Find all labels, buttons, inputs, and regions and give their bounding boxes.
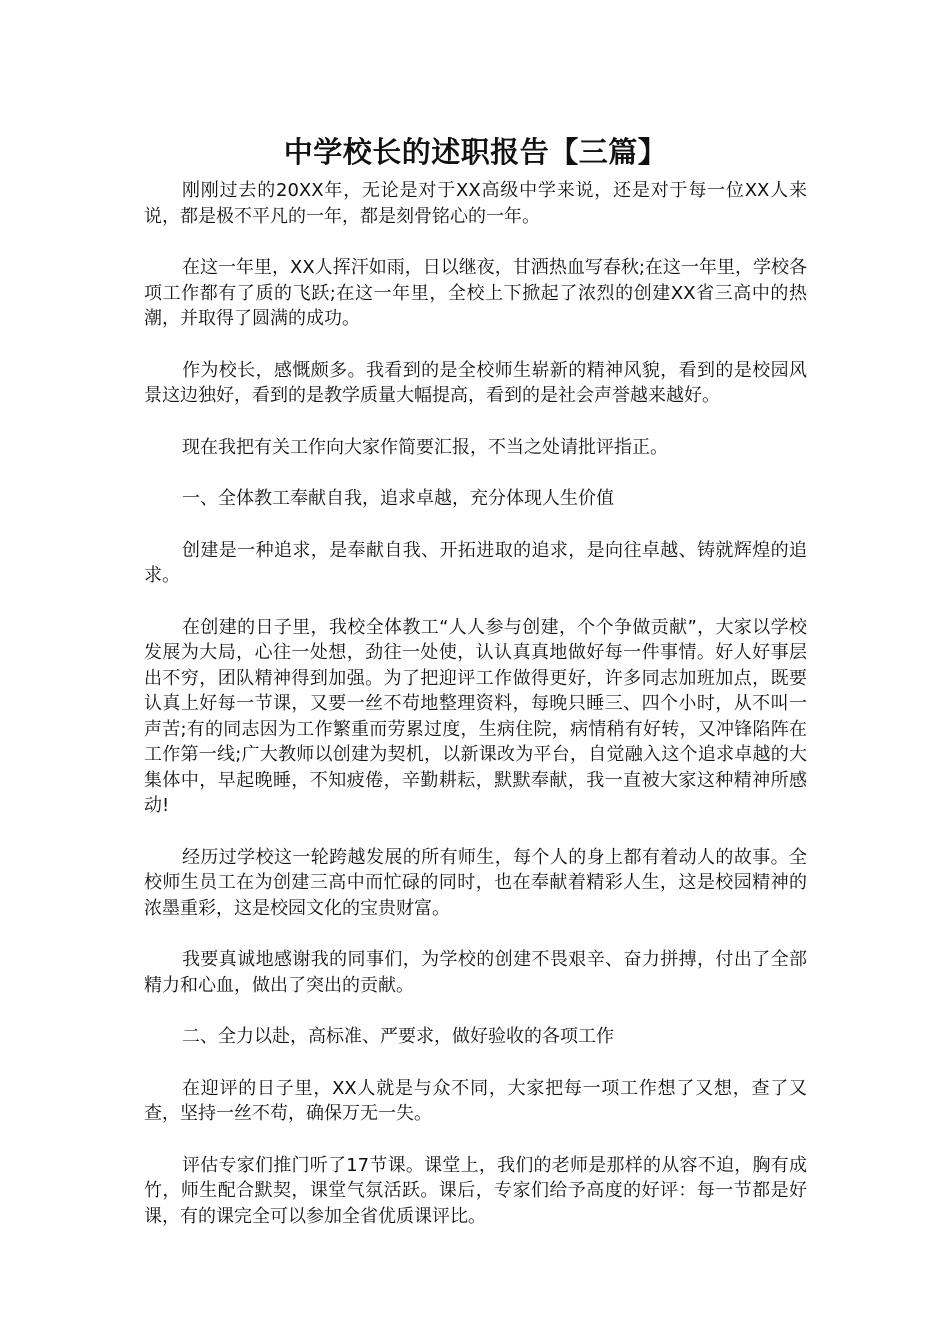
- paragraph: 我要真诚地感谢我的同事们，为学校的创建不畏艰辛、奋力拼搏，付出了全部精力和心血，做出了突出的贡献。: [144, 949, 807, 996]
- document-title: 中学校长的述职报告【三篇】: [283, 135, 668, 169]
- paragraph-intro: 刚刚过去的20XX年，无论是对于XX高级中学来说，还是对于每一位XX人来说，都是极不平凡的一年，都是刻骨铭心的一年。: [144, 180, 807, 227]
- paragraph: 现在我把有关工作向大家作简要汇报，不当之处请批评指正。: [182, 436, 668, 458]
- paragraph: 经历过学校这一轮跨越发展的所有师生，每个人的身上都有着动人的故事。全校师生员工在为创建三高中而忙碌的同时，也在奉献着精彩人生，这是校园精神的浓墨重彩，这是校园文化的宝贵财富。: [144, 846, 807, 919]
- section-heading-1: 一、全体教工奉献自我，追求卓越，充分体现人生价值: [182, 488, 614, 509]
- paragraph: 在这一年里，XX人挥汗如雨，日以继夜，甘洒热血写春秋;在这一年里，学校各项工作都有了质的飞跃;在这一年里，全校上下掀起了浓烈的创建XX省三高中的热潮，并取得了圆满的成功。: [144, 257, 807, 329]
- paragraph: 在创建的日子里，我校全体教工“人人参与创建，个个争做贡献”，大家以学校发展为大局，心往一处想，劲往一处使，认认真真地做好每一件事情。好人好事层出不穷，团队精神得到加强。为了把迎评工作做得更好，许多同志加班加点，既要认真上好每一节课，又要一丝不苟地整理资料，每晚只睡三、四个小时，从不叫一声苦;有的同志因为工作繁重而劳累过度，生病住院，病情稍有好转，又冲锋陷阵在工作第一线;广大教师以创建为契机，以新课改为平台，自觉融入这个追求卓越的大集体中，早起晚睡，不知疲倦，辛勤耕耘，默默奉献，我一直被大家这种精神所感动!: [144, 616, 807, 816]
- paragraph: 创建是一种追求，是奉献自我、开拓进取的追求，是向往卓越、铸就辉煌的追求。: [144, 539, 807, 586]
- paragraph: 在迎评的日子里，XX人就是与众不同，大家把每一项工作想了又想，查了又查，坚持一丝不苟，确保万无一失。: [144, 1077, 807, 1124]
- paragraph: 评估专家们推门听了17节课。课堂上，我们的老师是那样的从容不迫，胸有成竹，师生配合默契，课堂气氛活跃。课后，专家们给予高度的好评：每一节都是好课，有的课完全可以参加全省优质课评比。: [144, 1154, 807, 1227]
- section-heading-2: 二、全力以赴，高标准、严要求，做好验收的各项工作: [182, 1026, 614, 1047]
- paragraph: 作为校长，感慨颇多。我看到的是全校师生崭新的精神风貌，看到的是校园风景这边独好，看到的是教学质量大幅提高，看到的是社会声誉越来越好。: [144, 359, 807, 406]
